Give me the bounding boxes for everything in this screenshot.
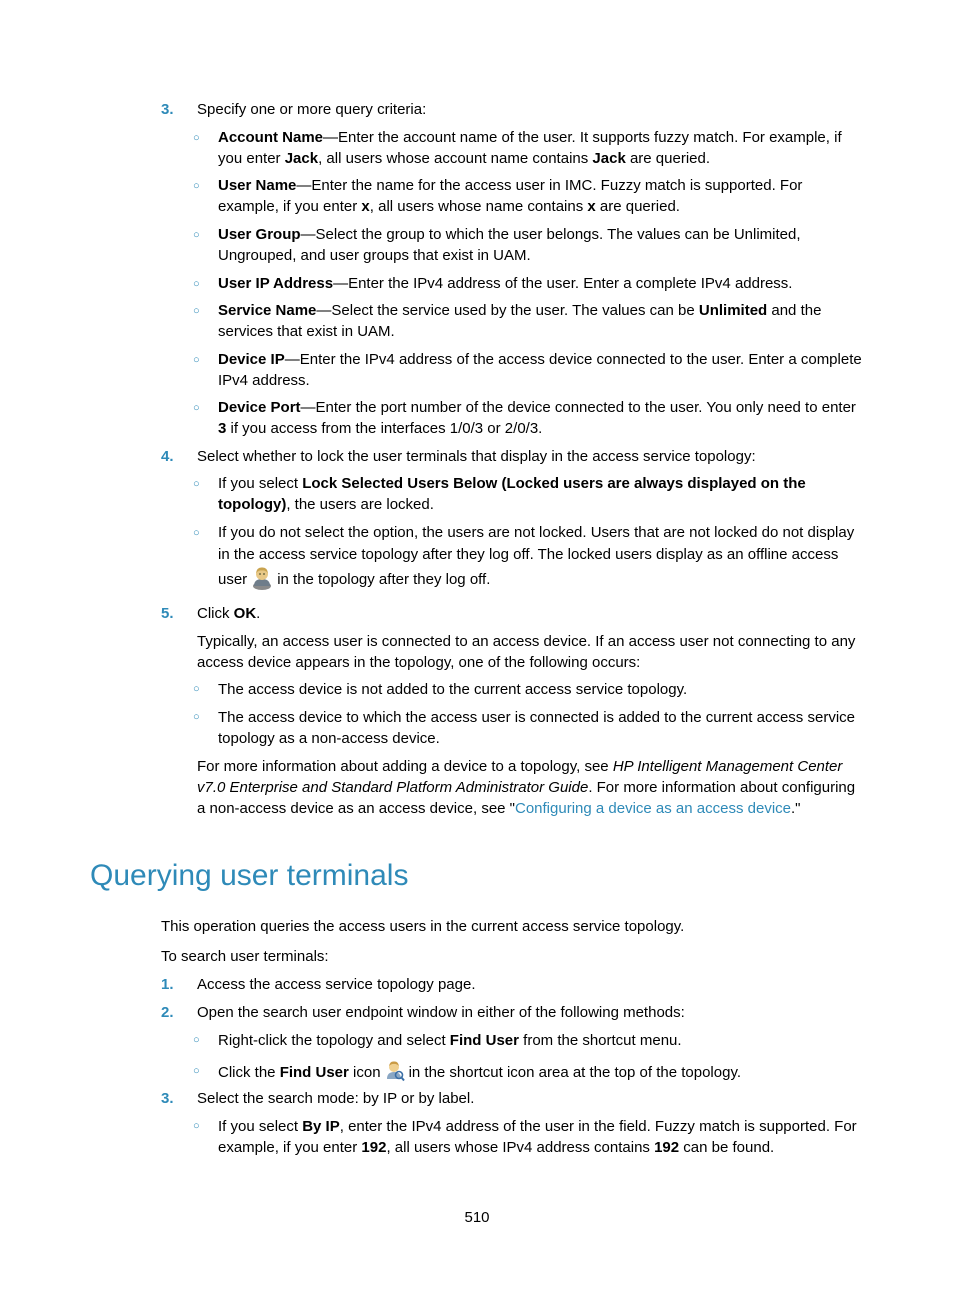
lock-option-selected [218, 473, 866, 515]
bullet: ○ [193, 132, 200, 144]
step-number: 3. [161, 1090, 174, 1107]
menu-item-label: Find User [449, 1032, 519, 1049]
bullet: ○ [193, 711, 200, 723]
text: in the topology after they log off. [277, 571, 491, 588]
step-number: 5. [161, 605, 174, 622]
term: x [587, 198, 596, 215]
text: —Enter the port number of the device connected to the user. You only need to enter [300, 399, 856, 416]
text: , the users are locked. [286, 496, 434, 513]
text: —Enter the IPv4 address of the user. Enter a complete IPv4 address. [333, 275, 793, 292]
step-number: 1. [161, 976, 174, 993]
bullet: ○ [193, 1034, 200, 1046]
example-value: 192 [654, 1139, 680, 1156]
term: Jack [592, 150, 626, 167]
term: 3 [218, 420, 227, 437]
paragraph [197, 756, 867, 819]
text: . For more information about configuring a non-access device as an access device, see " [197, 779, 856, 817]
page-number: 510 [464, 1209, 490, 1226]
text: ." [791, 800, 801, 817]
step-text: Open the search user endpoint window in either of the following methods: [197, 1004, 685, 1021]
list-item [218, 1116, 866, 1158]
icon-label: Find User [279, 1064, 349, 1081]
term: User IP Address [218, 275, 334, 292]
step-number: 2. [161, 1004, 174, 1021]
text: —Enter the name for the access user in IMC. Fuzzy match is supported. For example, if you enter [218, 177, 803, 215]
step-text [197, 603, 867, 624]
text: —Select the service used by the user. The values can be [316, 302, 699, 319]
bullet: ○ [193, 354, 200, 366]
bullet: ○ [193, 683, 200, 695]
text: For more information about adding a device to a topology, see [197, 758, 613, 775]
term: Account Name [218, 129, 324, 146]
term: x [361, 198, 370, 215]
text: from the shortcut menu. [518, 1032, 682, 1049]
list-item: The access device to which the access user is connected is added to the current access service topology as a non-access device. [218, 709, 855, 747]
offline-user-icon [251, 566, 273, 590]
text: If you do not select the option, the users are not locked. Users that are not locked do not display in the access service topology after they log off. The locked users display as an offline access user [218, 524, 855, 588]
text: in the shortcut icon area at the top of the topology. [408, 1064, 742, 1081]
term: Unlimited [698, 302, 768, 319]
cross-reference-link[interactable]: Configuring a device as an access device [515, 800, 791, 817]
section-heading: Querying user terminals [90, 859, 409, 892]
text: , enter the IPv4 address of the user in the field. Fuzzy match is supported. For example, if you enter [218, 1118, 857, 1156]
step-number: 3. [161, 101, 174, 118]
text: Click [197, 605, 234, 622]
example-value: 192 [361, 1139, 387, 1156]
step-number: 4. [161, 448, 174, 465]
step-text: Select whether to lock the user terminals that display in the access service topology: [197, 448, 756, 465]
bullet: ○ [193, 1120, 200, 1132]
ok-label: OK [233, 605, 257, 622]
text: If you select [218, 1118, 303, 1135]
text: Right-click the topology and select [218, 1032, 450, 1049]
find-user-icon [385, 1060, 405, 1082]
term: Device IP [218, 351, 285, 368]
text: , all users whose IPv4 address contains [386, 1139, 655, 1156]
step-text: Select the search mode: by IP or by label. [197, 1090, 475, 1107]
bullet: ○ [193, 305, 200, 317]
text: and the services that exist in UAM. [218, 302, 822, 340]
paragraph: Typically, an access user is connected to an access device. If an access user not connecting to any access device appears in the topology, one of the following occurs: [197, 633, 856, 671]
criteria-account-name [218, 127, 866, 169]
text: —Enter the account name of the user. It supports fuzzy match. For example, if you enter [218, 129, 842, 167]
text: if you access from the interfaces 1/0/3 or 2/0/3. [226, 420, 543, 437]
term: Jack [284, 150, 319, 167]
text: If you select [218, 475, 303, 492]
text: . [256, 605, 261, 622]
text: , all users whose name contains [369, 198, 588, 215]
text: —Select the group to which the user belongs. The values can be Unlimited, Ungrouped, and user groups that exist in UAM. [218, 226, 801, 264]
bullet: ○ [193, 180, 200, 192]
guide-title: HP Intelligent Management Center v7.0 Enterprise and Standard Platform Administrator Guide [197, 758, 843, 796]
text: , all users whose account name contains [318, 150, 593, 167]
bullet: ○ [193, 478, 200, 490]
criteria-device-ip [218, 349, 866, 391]
paragraph: This operation queries the access users in the current access service topology. [161, 918, 685, 935]
bullet: ○ [193, 1065, 200, 1077]
term: User Group [218, 226, 301, 243]
criteria-user-group [218, 224, 866, 266]
criteria-service-name [218, 300, 866, 342]
text: are queried. [595, 198, 680, 215]
text: Click the [218, 1064, 280, 1081]
criteria-device-port [218, 397, 866, 439]
term: Device Port [218, 399, 301, 416]
list-item [218, 1060, 866, 1083]
step-text: Access the access service topology page. [197, 976, 476, 993]
term: User Name [218, 177, 297, 194]
bullet: ○ [193, 229, 200, 241]
criteria-user-ip-address [218, 273, 866, 294]
mode-label: By IP [302, 1118, 340, 1135]
lock-option-not-selected [218, 522, 866, 591]
bullet: ○ [193, 527, 200, 539]
bullet: ○ [193, 402, 200, 414]
list-item: The access device is not added to the current access service topology. [218, 681, 688, 698]
step-text: Specify one or more query criteria: [197, 101, 427, 118]
text: are queried. [625, 150, 711, 167]
text: —Enter the IPv4 address of the access device connected to the user. Enter a complete IPv4 address. [218, 351, 862, 389]
list-item [218, 1030, 866, 1051]
criteria-user-name [218, 175, 866, 217]
text: can be found. [679, 1139, 775, 1156]
term: Service Name [218, 302, 317, 319]
bullet: ○ [193, 278, 200, 290]
option-label: Lock Selected Users Below (Locked users are always displayed on the topology) [218, 475, 806, 513]
text: icon [348, 1064, 381, 1081]
paragraph: To search user terminals: [161, 948, 329, 965]
